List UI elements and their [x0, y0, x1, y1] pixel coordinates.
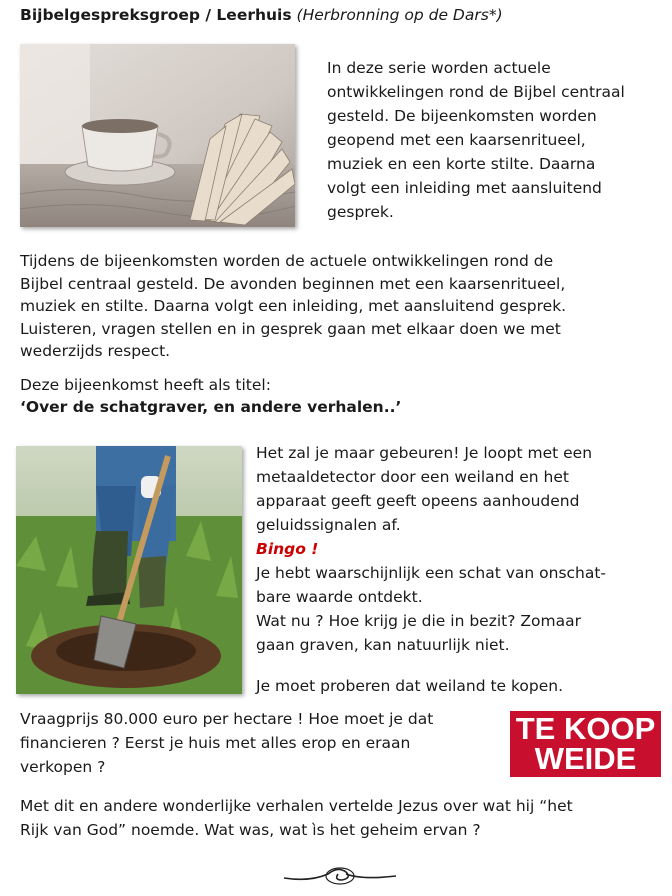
- text-line: wederzijds respect.: [20, 342, 171, 360]
- text-line: geluidssignalen af.: [256, 516, 401, 534]
- session-block: [20, 374, 660, 418]
- text-line: bare waarde ontdekt.: [256, 588, 423, 606]
- text-line: muziek en stilte. Daarna volgt een inleiding, met aansluitend gesprek.: [20, 297, 567, 315]
- text-line: apparaat geeft geeft opeens aanhoudend: [256, 492, 580, 510]
- bingo-exclamation: Bingo !: [256, 540, 319, 558]
- buy-line: Je moet proberen dat weiland te kopen.: [256, 677, 564, 695]
- text-line: Het zal je maar gebeuren! Je loopt met een: [256, 444, 593, 462]
- price-paragraph: [20, 707, 500, 779]
- text-line: Tijdens de bijeenkomsten worden de actuele ontwikkelingen rond de: [20, 252, 554, 270]
- text-line: metaaldetector door een weiland en het: [256, 468, 569, 486]
- text-line: Rijk van God” noemde. Wat was, wat ìs het geheim ervan ?: [20, 821, 481, 839]
- text-line: gaan graven, kan natuurlijk niet.: [256, 636, 510, 654]
- text-line: Bijbel centraal gesteld. De avonden beginnen met een kaarsenritueel,: [20, 274, 566, 293]
- text-line: gesprek.: [327, 203, 394, 221]
- text-line: In deze serie worden actuele: [327, 59, 551, 77]
- intro-paragraph: [327, 56, 667, 224]
- for-sale-sign: [510, 711, 661, 777]
- text-line: volgt een inleiding met aansluitend: [327, 179, 602, 197]
- text-line: muziek en een korte stilte. Daarna: [327, 155, 596, 173]
- sign-line-2: WEIDE: [534, 741, 637, 776]
- meeting-paragraph: [20, 250, 660, 363]
- text-line: Luisteren, vragen stellen en in gesprek gaan met elkaar doen we met: [20, 319, 561, 338]
- text-line: Wat nu ? Hoe krijg je die in bezit? Zomaar: [256, 612, 581, 630]
- text-line: Met dit en andere wonderlijke verhalen vertelde Jezus over wat hij “het: [20, 797, 573, 815]
- digging-photo: [16, 446, 242, 694]
- session-title: ‘Over de schatgraver, en andere verhalen..’: [20, 398, 402, 416]
- text-line: Je hebt waarschijnlijk een schat van onschat-: [256, 564, 607, 582]
- divider-ornament-icon: [280, 858, 400, 892]
- page-title: [20, 6, 503, 24]
- title-bold: Bijbelgespreksgroep / Leerhuis: [20, 6, 292, 24]
- text-line: financieren ? Eerst je huis met alles erop en eraan: [20, 734, 411, 752]
- coffee-book-photo: [20, 44, 295, 227]
- text-line: ontwikkelingen rond de Bijbel centraal: [327, 83, 625, 101]
- text-line: verkopen ?: [20, 758, 106, 776]
- session-label: Deze bijeenkomst heeft als titel:: [20, 376, 271, 394]
- story-paragraph: [256, 441, 656, 657]
- text-line: geopend met een kaarsenritueel,: [327, 131, 586, 149]
- text-line: Vraagprijs 80.000 euro per hectare ! Hoe moet je dat: [20, 710, 434, 728]
- text-line: gesteld. De bijeenkomsten worden: [327, 107, 597, 125]
- closing-paragraph: [20, 794, 660, 842]
- title-italic: (Herbronning op de Dars*): [296, 6, 503, 24]
- sign-line-1: TE KOOP: [515, 711, 656, 746]
